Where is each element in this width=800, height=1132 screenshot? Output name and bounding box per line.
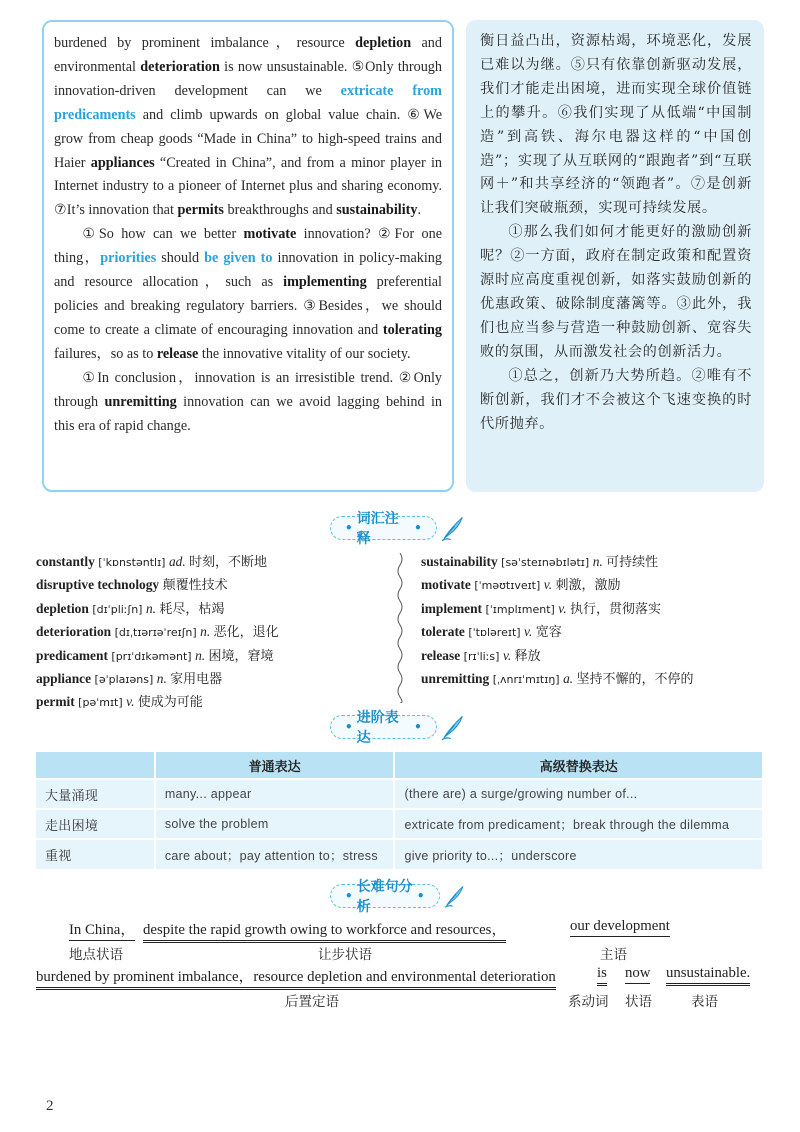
text-run: failures，so as to [54,345,157,362]
english-passage-box [42,20,454,492]
advanced-section-title: • 进阶表达 • [330,713,466,741]
vocab-word: predicament [36,647,108,663]
analysis-segment-concession: despite the rapid growth owing to workforce and resources， [143,918,506,943]
table-cell: 大量涌现 [36,779,155,809]
vocab-word: motivate [421,577,471,593]
vocab-pos: n. [200,624,214,640]
chinese-paragraph-2: ①那么我们如何才能更好的激励创新呢？②一方面，政府在制定政策和配置资源时应高度重视创新，如落实鼓励创新的优惠政策、破除制度藩篱等。③此外，我们也应当参与营造一种鼓励创新、宽容失败的氛围，从而激发社会的创新活力。 [480,224,752,360]
text-run: preferential policies and breaking regulatory barriers. ③Besides，we should come to create a climate of encouraging innovation and [54,274,442,338]
vocab-word: unremitting [421,671,490,687]
table-header-row [36,752,763,779]
vocab-meaning: 刺激，激励 [555,578,621,594]
table-row [36,839,763,869]
chinese-translation-box [466,20,764,492]
text-run: and climb upwards on global value chain. ⑥We grow from cheap goods “Made in China” to high-speed trains and Haier [54,106,442,171]
analysis-title-text: 长难句分析 [356,879,413,915]
table-header-cell: 高级替换表达 [394,752,763,779]
text-run: “Created in China”, and from a minor player in Internet industry to a pioneer of Internet plus and sharing economy. ⑦It’s innovation that [54,154,442,219]
analysis-segment-attributive: burdened by prominent imbalance，resource depletion and environmental deterioration [36,965,556,990]
vocab-meaning: 耗尽，枯竭 [159,601,225,617]
vocab-word: release [421,647,461,663]
text-run: ①So how can we better [82,226,244,243]
text-run: . [417,202,422,219]
highlighted-phrase: be given to [204,250,273,267]
vocab-entry [36,668,279,691]
quill-pen-icon [441,514,466,542]
text-run: burdened by prominent imbalance，resource [54,35,356,51]
vocab-meaning: 坚持不懈的，不停的 [576,672,694,688]
vocab-pos: ad. [168,554,190,569]
analysis-label: 地点状语 [69,947,123,963]
analysis-section-title: • 长难句分析 • [330,882,466,910]
vocab-entry [421,574,694,597]
vocab-entry [421,645,694,668]
analysis-segment-adverbial: now [625,965,650,984]
vocab-word: deterioration [36,624,112,640]
page-number: 2 [46,1098,54,1114]
vocab-keyword: deterioration [140,58,220,75]
vocab-phonetic: [ˈkɒnstəntlɪ] [94,556,169,569]
vocab-entry [36,598,279,621]
text-run: ①In conclusion，innovation is an irresistible trend. ②Only through [54,369,442,410]
vocab-meaning: 可持续性 [606,555,659,570]
vocab-meaning: 执行，贯彻落实 [569,601,661,617]
vocab-pos: v. [543,577,556,593]
vocab-entry [421,598,694,621]
vocab-entry [36,621,279,644]
vocab-pos: n. [145,600,160,616]
table-cell: extricate from predicament；break through the dilemma [394,809,763,839]
vocab-keyword: appliances [90,154,155,171]
vocab-meaning: 家用电器 [170,672,223,688]
advanced-title-text: 进阶表达 [356,710,399,746]
vocab-entry [36,551,279,574]
text-run: and environmental [54,35,442,75]
vocab-pos: v. [524,624,536,640]
analysis-segment-linking-verb: is [597,965,607,986]
vocab-word: depletion [36,600,89,616]
table-header-cell: 普通表达 [155,752,395,779]
vocab-word: constantly [36,554,95,569]
table-cell: many... appear [155,779,395,809]
vocab-keyword: permits [177,202,224,219]
vocab-pos: n. [195,647,209,663]
table-cell: solve the problem [155,809,395,839]
english-paragraph-1 [54,32,442,223]
vocab-phonetic: [ˈɪmplɪment] [482,602,559,616]
vocab-section-title: • 词汇注释 • [330,514,466,542]
text-run: innovation? ②For one thing， [54,226,442,267]
analysis-label: 状语 [625,994,652,1010]
table-cell: 重视 [36,839,155,869]
text-run: innovation can we avoid lagging behind in this era of rapid change. [54,393,443,434]
english-paragraph-3 [54,367,442,439]
text-run: should [156,250,205,267]
vocab-phonetic: [prɪˈdɪkəmənt] [107,649,196,663]
vocab-title-text: 词汇注释 [356,511,399,547]
vocab-phonetic: [pəˈmɪt] [74,696,127,710]
vocab-keyword: implementing [283,274,367,291]
vocab-word: permit [36,694,75,710]
vocab-phonetic: [ˈtɒləreɪt] [464,626,525,640]
highlighted-phrase: priorities [100,250,157,267]
vocab-pos: n. [156,671,171,687]
vocab-entry [421,551,694,574]
text-run: breakthroughs and [223,202,337,219]
vocab-entry [421,668,694,691]
quill-pen-icon [441,713,466,741]
vocab-meaning: 释放 [514,648,541,664]
vocab-pos: v. [558,600,570,616]
vocab-meaning: 时刻，不断地 [189,555,268,570]
quill-pen-icon [444,882,466,910]
vocab-keyword: unremitting [104,393,177,410]
vocab-phonetic: [ˌʌnrɪˈmɪtɪŋ] [489,673,564,687]
vocab-meaning: 恶化，退化 [213,625,279,641]
vocab-pos: v. [502,647,515,663]
analysis-segment-predicative: unsustainable. [666,965,750,986]
vocab-meaning: 颠覆性技术 [162,578,228,594]
vocab-entry [421,621,694,644]
vocab-keyword: depletion [355,35,412,51]
vocab-keyword: tolerating [382,321,442,338]
vocab-word: disruptive technology [36,577,160,593]
text-run: is now unsustainable. ⑤Only through innovation-driven development can we [54,58,442,99]
table-row [36,809,763,839]
vocab-meaning: 困境，窘境 [208,648,274,664]
chinese-paragraph-3: ①总之，创新乃大势所趋。②唯有不断创新，我们才不会被这个飞速变换的时代所抛弃。 [480,367,752,432]
vocab-keyword: sustainability [336,202,418,219]
vocab-phonetic: [ˈməʊtɪveɪt] [470,579,544,593]
vocab-word: tolerate [421,624,465,640]
vocab-phonetic: [əˈplaɪəns] [91,673,157,687]
vocab-list-right [421,551,694,691]
table-cell: 走出困境 [36,809,155,839]
analysis-segment-subject: our development [570,918,670,937]
analysis-label: 主语 [600,947,627,963]
table-row [36,779,763,809]
expression-table [36,752,764,869]
vocab-pos: a. [563,671,577,687]
text-run: the innovative vitality of our society. [198,345,411,362]
vocab-phonetic: [dɪˌtɪərɪəˈreɪʃn] [111,626,201,640]
vocab-entry [36,691,279,714]
analysis-label: 系动词 [568,994,609,1010]
vocab-phonetic: [rɪˈliːs] [460,649,503,663]
vocab-keyword: motivate [243,226,297,243]
vocab-pos: n. [592,554,607,569]
analysis-label: 表语 [691,994,718,1010]
english-paragraph-2 [54,223,442,366]
vocab-entry [36,574,279,597]
highlighted-phrase: extricate from predicaments [54,82,442,123]
vocab-word: appliance [36,671,92,687]
analysis-label: 让步状语 [318,947,372,963]
vocab-word: sustainability [421,554,498,569]
text-run: innovation in policy-making and resource allocation，such as [54,250,442,291]
vocab-keyword: release [156,345,199,362]
vocab-phonetic: [dɪˈpliːʃn] [88,602,146,616]
analysis-label: 后置定语 [285,994,339,1010]
vocab-list-left [36,551,279,715]
vocab-meaning: 宽容 [535,625,562,641]
column-divider [395,553,405,703]
table-cell: (there are) a surge/growing number of... [394,779,763,809]
chinese-paragraph-1: 衡日益凸出，资源枯竭，环境恶化，发展已难以为继。⑤只有依靠创新驱动发展，我们才能走出困境，进而实现全球价值链上的攀升。⑥我们实现了从低端“中国制造”到高铁、海尔电器这样的“中国创造”；实现了从互联网的“跟跑者”到“互联网＋”和共享经济的“领跑者”。⑦是创新让我们突破瓶颈，实现可持续发展。 [480,33,752,217]
vocab-entry [36,645,279,668]
table-cell: give priority to...；underscore [394,839,763,869]
vocab-word: implement [421,600,482,616]
vocab-pos: v. [126,694,138,710]
vocab-meaning: 使成为可能 [137,695,203,711]
vocab-phonetic: [səˈsteɪnəbɪlətɪ] [497,556,593,569]
analysis-segment-place: In China， [69,918,135,941]
table-header-cell [36,752,155,779]
table-cell: care about；pay attention to；stress [155,839,395,869]
